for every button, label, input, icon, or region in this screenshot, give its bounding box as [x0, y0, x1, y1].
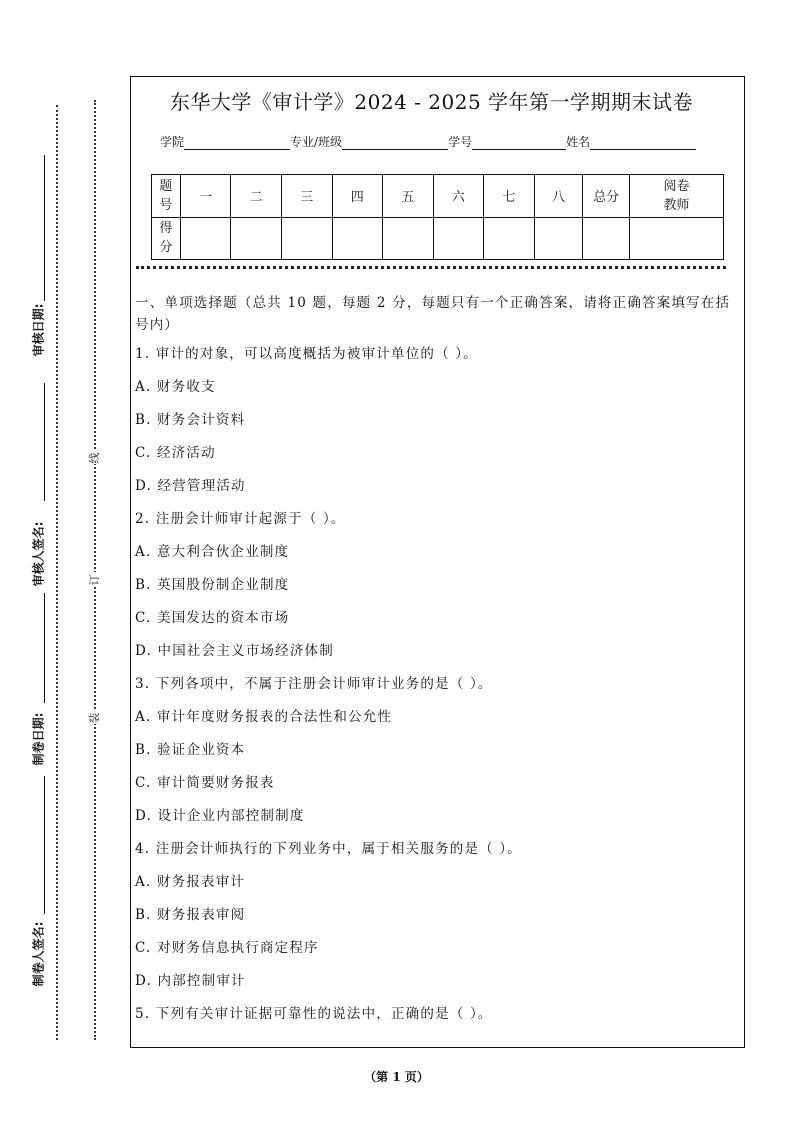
q2-option-d: D. 中国社会主义市场经济体制 [135, 643, 334, 659]
exam-title: 东华大学《审计学》2024 - 2025 学年第一学期期末试卷 [169, 90, 694, 114]
college-field[interactable] [184, 135, 290, 150]
name-field[interactable] [590, 135, 696, 150]
dotted-separator [136, 266, 726, 269]
question-number-label: 题 号 [152, 175, 181, 218]
score-cell-total[interactable] [583, 217, 630, 260]
question-5: 5. 下列有关审计证据可靠性的说法中，正确的是（ ）。 [135, 1006, 493, 1022]
q1-option-c: C. 经济活动 [135, 445, 216, 461]
maker-signature-label: 制卷人签名: [31, 921, 46, 987]
name-label: 姓名 [566, 135, 591, 149]
header-q7: 七 [484, 175, 535, 218]
maker-signature-line [44, 776, 45, 914]
reviewer-signature-line [44, 383, 45, 501]
score-table [151, 174, 724, 260]
header-total: 总分 [583, 175, 630, 218]
q1-option-d: D. 经营管理活动 [135, 478, 246, 494]
maker-date-line [44, 593, 45, 703]
page-number: （第 1 页） [364, 1070, 429, 1084]
score-cell-q8[interactable] [534, 217, 583, 260]
score-cell-q1[interactable] [180, 217, 231, 260]
exam-content [135, 292, 735, 1037]
score-cell-q7[interactable] [484, 217, 535, 260]
question-3: 3. 下列各项中，不属于注册会计师审计业务的是（ ）。 [135, 676, 493, 692]
score-label: 得 分 [152, 217, 181, 260]
binding-dotted-line [94, 100, 96, 1040]
header-q3: 三 [281, 175, 332, 218]
question-4: 4. 注册会计师执行的下列业务中，属于相关服务的是（ ）。 [135, 841, 523, 857]
q2-option-a: A. 意大利合伙企业制度 [135, 544, 290, 560]
student-info-row [160, 130, 720, 150]
q3-option-c: C. 审计简要财务报表 [135, 775, 275, 791]
question-2: 2. 注册会计师审计起源于（ ）。 [135, 511, 346, 527]
outer-dotted-line [56, 105, 58, 1040]
question-1: 1. 审计的对象，可以高度概括为被审计单位的（ ）。 [135, 346, 478, 362]
binding-mark-xian: 线 [87, 450, 101, 464]
header-q8: 八 [534, 175, 583, 218]
q2-option-b: B. 英国股份制企业制度 [135, 577, 290, 593]
student-id-field[interactable] [472, 135, 566, 150]
college-label: 学院 [160, 135, 185, 149]
reviewer-date-line [44, 155, 45, 301]
grader-label: 阅卷 教师 [629, 175, 723, 218]
score-cell-q3[interactable] [281, 217, 332, 260]
student-id-label: 学号 [448, 135, 473, 149]
q4-option-c: C. 对财务信息执行商定程序 [135, 940, 319, 956]
header-q5: 五 [383, 175, 434, 218]
q4-option-b: B. 财务报表审阅 [135, 907, 246, 923]
reviewer-signature-label: 审核人签名: [31, 521, 46, 587]
q3-option-d: D. 设计企业内部控制制度 [135, 808, 305, 824]
header-q6: 六 [433, 175, 484, 218]
score-table-header-row [152, 175, 724, 218]
score-cell-q5[interactable] [383, 217, 434, 260]
score-table-score-row [152, 217, 724, 260]
header-q2: 二 [231, 175, 282, 218]
score-cell-q6[interactable] [433, 217, 484, 260]
q1-option-a: A. 财务收支 [135, 379, 216, 395]
q4-option-d: D. 内部控制审计 [135, 973, 246, 989]
maker-date-label: 制卷日期: [31, 712, 46, 766]
score-cell-grader[interactable] [629, 217, 723, 260]
major-class-label: 专业/班级 [290, 135, 343, 149]
score-cell-q2[interactable] [231, 217, 282, 260]
score-cell-q4[interactable] [332, 217, 383, 260]
q1-option-b: B. 财务会计资料 [135, 412, 246, 428]
header-q4: 四 [332, 175, 383, 218]
binding-mark-ding: 订 [87, 572, 101, 586]
q3-option-b: B. 验证企业资本 [135, 742, 246, 758]
binding-mark-zhuang: 装 [87, 710, 101, 724]
q3-option-a: A. 审计年度财务报表的合法性和公允性 [135, 709, 393, 725]
q4-option-a: A. 财务报表审计 [135, 874, 246, 890]
major-class-field[interactable] [342, 135, 448, 150]
section1-heading: 一、单项选择题（总共 10 题，每题 2 分，每题只有一个正确答案，请将正确答案填写在括号内） [135, 295, 731, 333]
q2-option-c: C. 美国发达的资本市场 [135, 610, 290, 626]
header-q1: 一 [180, 175, 231, 218]
reviewer-date-label: 审核日期: [31, 303, 46, 357]
